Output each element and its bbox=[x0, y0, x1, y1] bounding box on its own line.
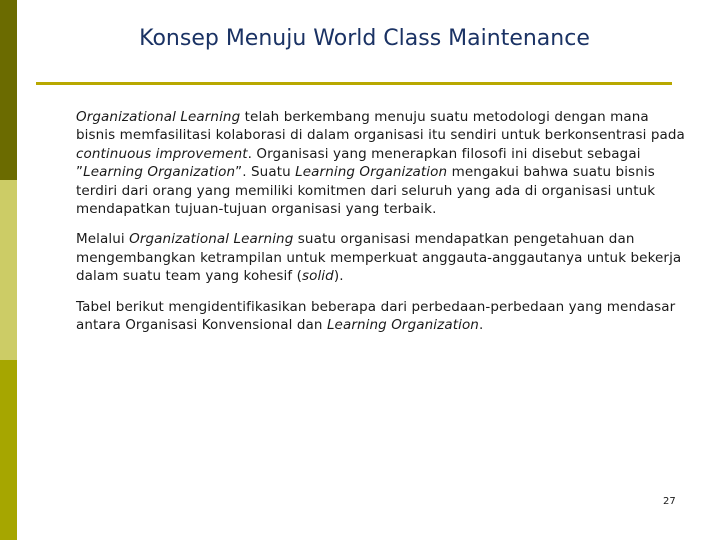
title-divider bbox=[36, 82, 672, 85]
text-segment: Learning Organization bbox=[326, 317, 479, 334]
text-segment: continuous improvement bbox=[76, 145, 248, 162]
paragraph-3 bbox=[76, 298, 688, 335]
slide-title: Konsep Menuju World Class Maintenance bbox=[139, 26, 590, 51]
text-segment: telah berkembang menuju suatu metodologi dengan mana bisnis memfasilitasi kolaborasi di dalam organisasi itu sendiri untuk berkonsentrasi pada bbox=[76, 109, 685, 144]
text-segment: ”. Suatu bbox=[235, 164, 296, 181]
text-segment: . Organisasi yang menerapkan filosofi ini disebut sebagai ” bbox=[76, 145, 641, 181]
paragraph-1 bbox=[76, 108, 688, 218]
paragraph-2 bbox=[76, 230, 688, 285]
text-segment: ). bbox=[333, 268, 344, 285]
text-segment: Learning Organization bbox=[83, 164, 236, 181]
text-segment: mengakui bahwa suatu bisnis terdiri dari orang yang memiliki komitmen dari seluruh yang ada di organisasi untuk mendapatkan tujuan-tujuan organisasi yang terbaik. bbox=[76, 164, 656, 218]
text-segment: Melalui bbox=[76, 231, 130, 248]
slide-body bbox=[76, 108, 688, 346]
text-segment: solid bbox=[301, 268, 334, 285]
side-bar-bottom bbox=[0, 360, 17, 540]
text-segment: Learning Organization bbox=[295, 164, 448, 181]
text-segment: suatu organisasi mendapatkan pengetahuan dan mengembangkan ketrampilan untuk memperkuat anggauta-anggautanya untuk bekerja dalam suatu team yang kohesif ( bbox=[76, 231, 682, 285]
text-segment: Tabel berikut mengidentifikasikan beberapa dari perbedaan-perbedaan yang mendasar antara Organisasi Konvensional dan bbox=[76, 298, 676, 334]
text-segment: . bbox=[478, 317, 484, 334]
page-number: 27 bbox=[663, 496, 676, 507]
text-segment: Organizational Learning bbox=[76, 109, 241, 125]
side-bar-middle bbox=[0, 180, 17, 360]
text-segment: Organizational Learning bbox=[129, 231, 294, 248]
